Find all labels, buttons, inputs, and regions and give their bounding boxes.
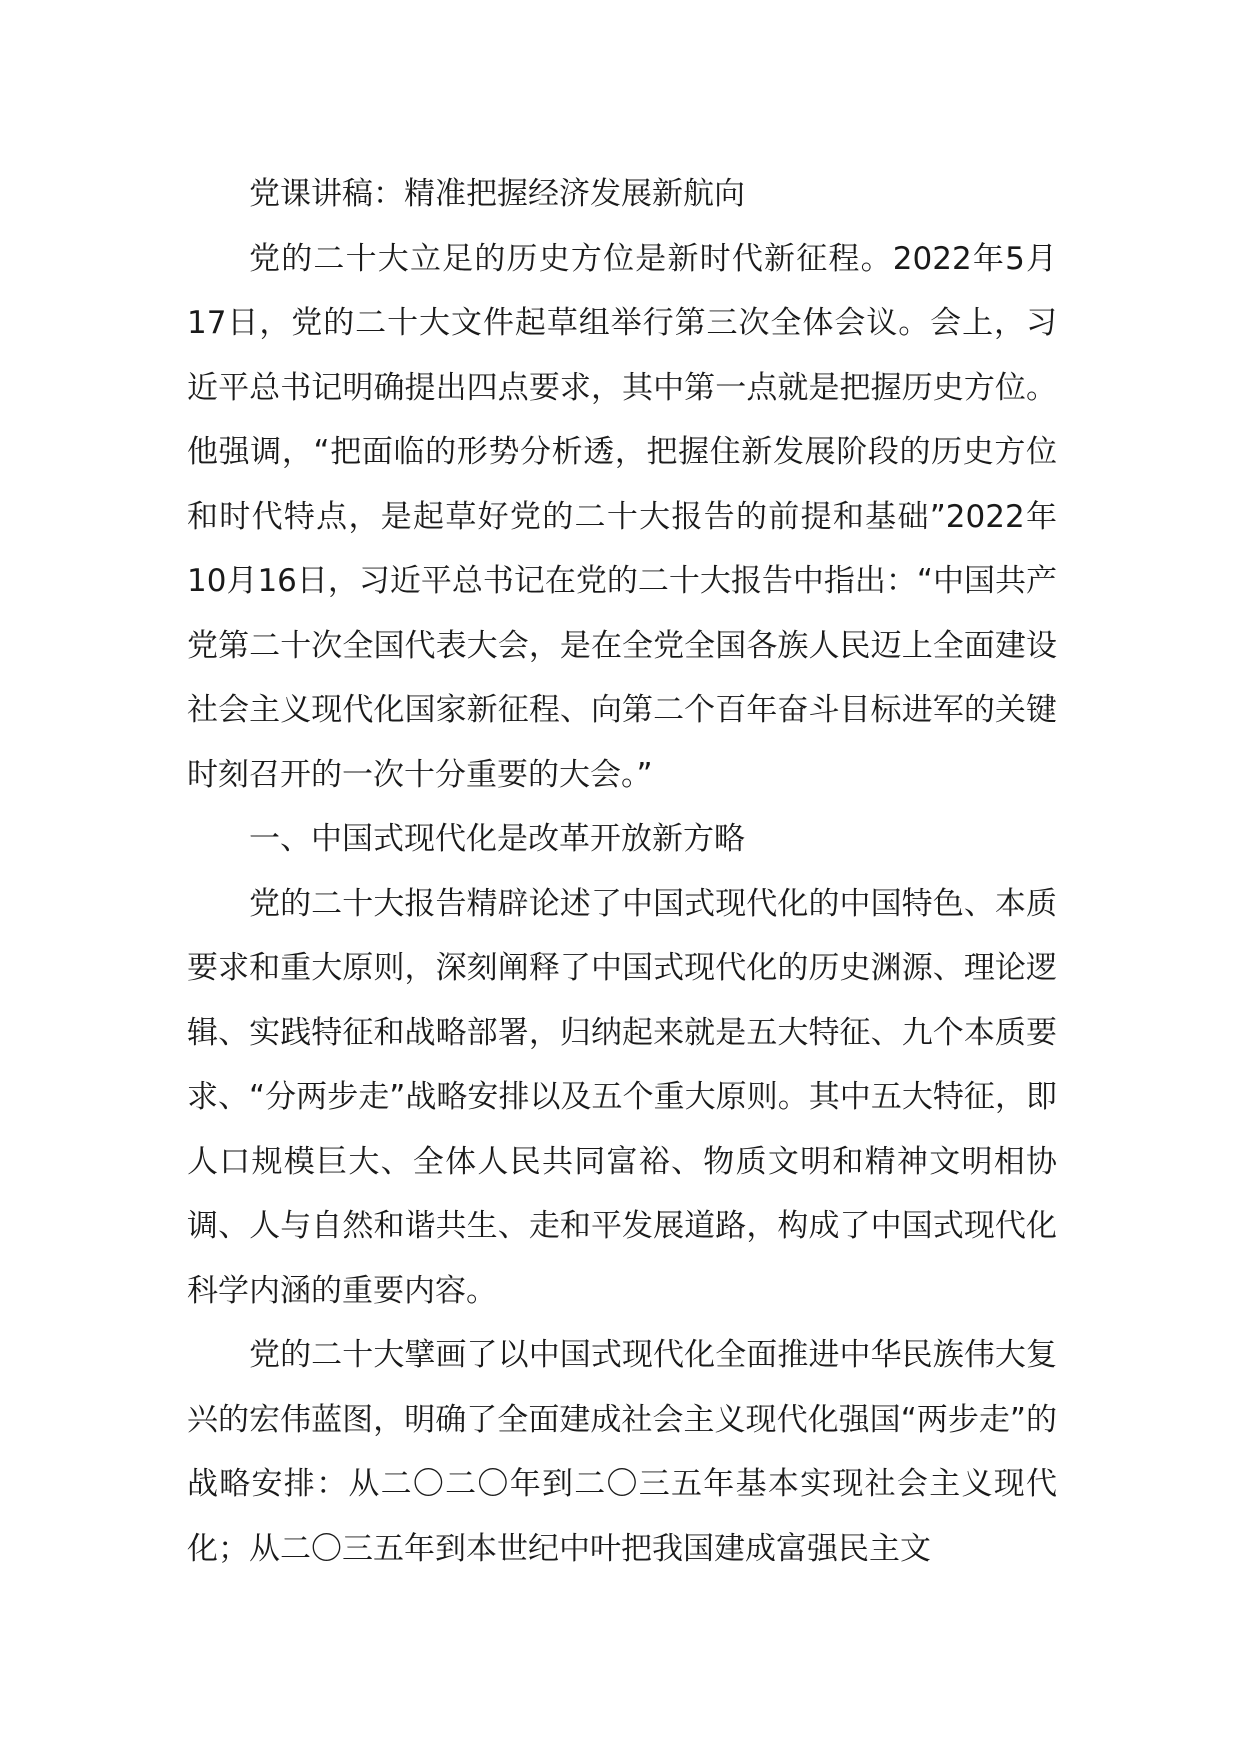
section-1-paragraph-1: 党的二十大报告精辟论述了中国式现代化的中国特色、本质要求和重大原则，深刻阐释了中国式现代化的历史渊源、理论逻辑、实践特征和战略部署，归纳起来就是五大特征、九个本质要求、“分两步走”战略安排以及五个重大原则。其中五大特征，即人口规模巨大、全体人民共同富裕、物质文明和精神文明相协调、人与自然和谐共生、走和平发展道路，构成了中国式现代化科学内涵的重要内容。 [187, 885, 1057, 1309]
document-body [187, 162, 1057, 1581]
section-1-paragraph-2: 党的二十大擘画了以中国式现代化全面推进中华民族伟大复兴的宏伟蓝图，明确了全面建成社会主义现代化强国“两步走”的战略安排：从二〇二〇年到二〇三五年基本实现社会主义现代化；从二〇三五年到本世纪中叶把我国建成富强民主文 [187, 1337, 1057, 1567]
intro-paragraph: 党的二十大立足的历史方位是新时代新征程。2022年5月17日，党的二十大文件起草组举行第三次全体会议。会上，习近平总书记明确提出四点要求，其中第一点就是把握历史方位。他强调，“把面临的形势分析透，把握住新发展阶段的历史方位和时代特点，是起草好党的二十大报告的前提和基础”2022年10月16日，习近平总书记在党的二十大报告中指出：“中国共产党第二十次全国代表大会，是在全党全国各族人民迈上全面建设社会主义现代化国家新征程、向第二个百年奋斗目标进军的关键时刻召开的一次十分重要的大会。” [187, 240, 1057, 793]
document-title: 党课讲稿：精准把握经济发展新航向 [249, 176, 745, 212]
section-heading-1: 一、中国式现代化是改革开放新方略 [249, 821, 745, 857]
